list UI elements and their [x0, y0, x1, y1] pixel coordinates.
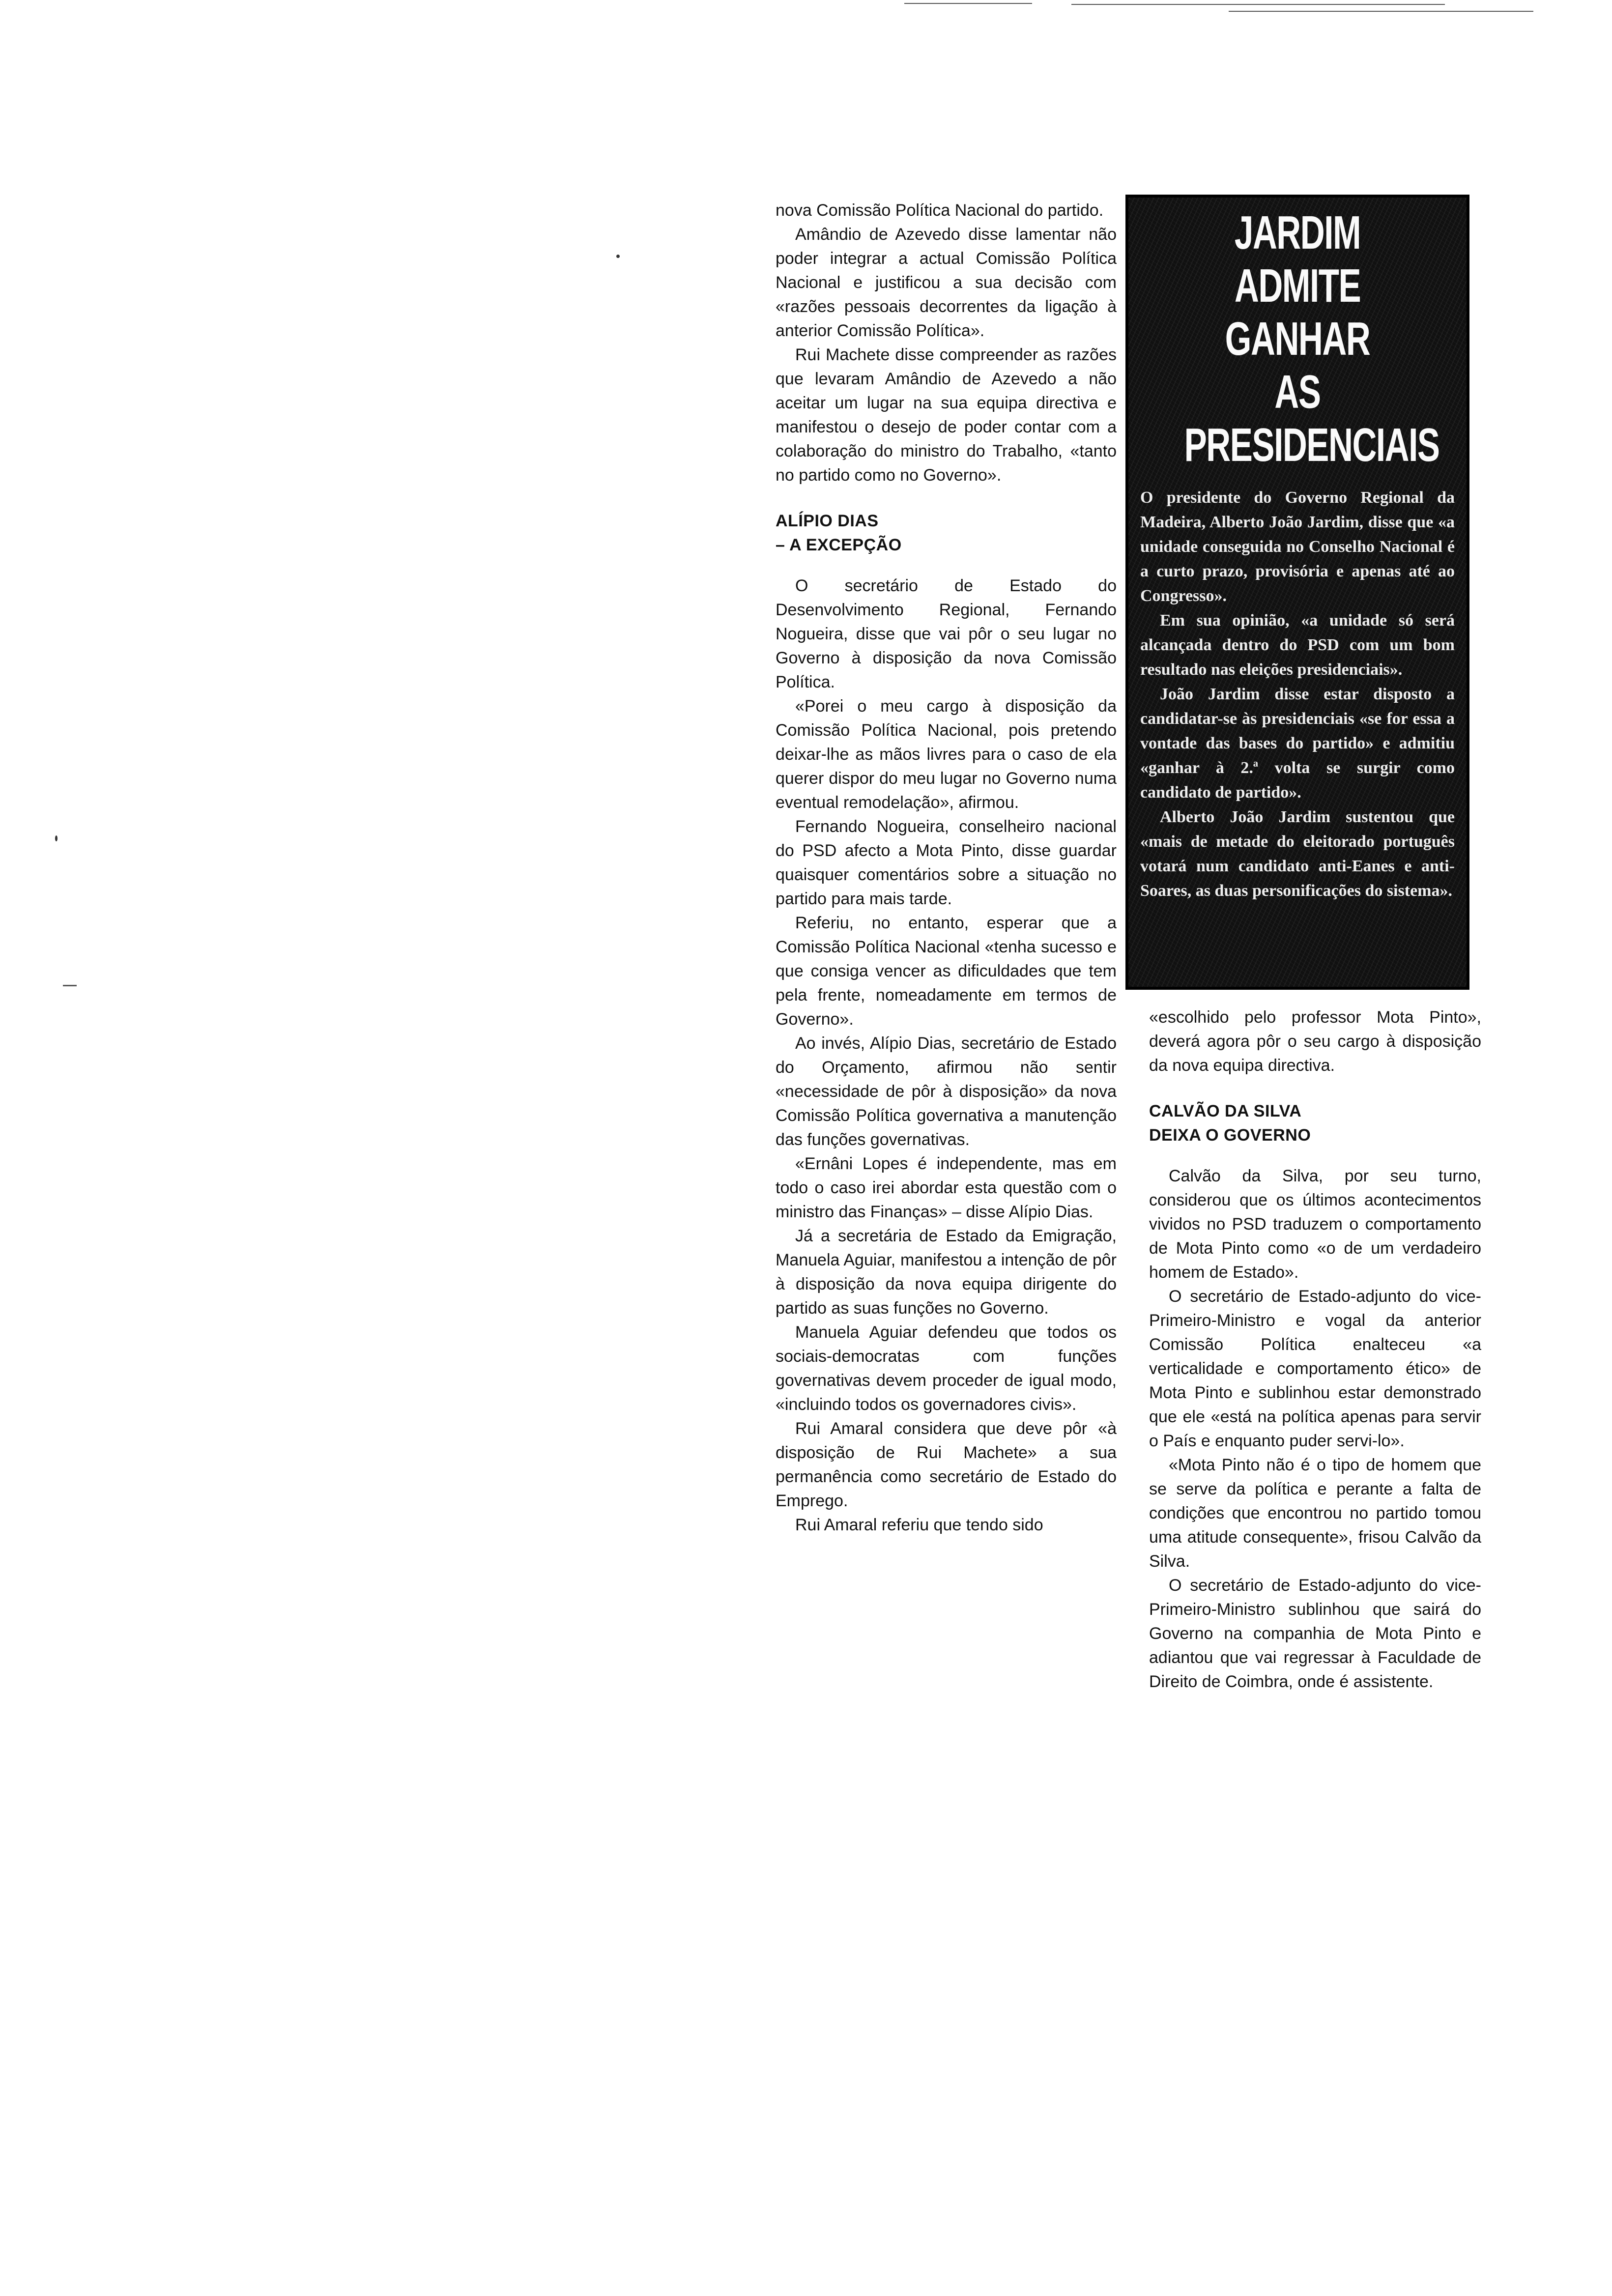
- paragraph: «Ernâni Lopes é independente, mas em todo o caso irei abordar esta questão com o ministro das Finanças» – disse Alípio Dias.: [776, 1154, 1117, 1221]
- scan-speck: [55, 835, 58, 841]
- paragraph: Já a secretária de Estado da Emigração, Manuela Aguiar, manifestou a intenção de pôr à disposição da nova equipa dirigente do partido as suas funções no Governo.: [776, 1227, 1117, 1318]
- headline-line: JARDIM: [1234, 206, 1361, 259]
- section-heading-line: CALVÃO DA SILVA: [1149, 1102, 1302, 1120]
- box-paragraph: João Jardim disse estar disposto a candidatar-se às presidenciais «se for essa a vontade das bases do partido» e admitiu «ganhar à 2.ª volta se surgir como candidato de partido».: [1140, 685, 1455, 802]
- paragraph: Fernando Nogueira, conselheiro nacional do PSD afecto a Mota Pinto, disse guardar quaisquer comentários sobre a situação no partido para mais tarde.: [776, 817, 1117, 908]
- paragraph: nova Comissão Política Nacional do partido.: [776, 201, 1104, 220]
- paragraph: Rui Machete disse compreender as razões que levaram Amândio de Azevedo a não aceitar um lugar na sua equipa directiva e manifestou o desejo de poder contar com a colaboração do ministro do Trabalho, «tanto no partido como no Governo».: [776, 345, 1117, 485]
- scan-line: [1071, 4, 1445, 5]
- paragraph: Referiu, no entanto, esperar que a Comissão Política Nacional «tenha sucesso e que consiga vencer as dificuldades que tem pela frente, nomeadamente em termos de Governo».: [776, 914, 1117, 1029]
- box-headline: [1184, 206, 1439, 472]
- paragraph: Calvão da Silva, por seu turno, considerou que os últimos acontecimentos vividos no PSD traduzem o comportamento de Mota Pinto como «o de um verdadeiro homem de Estado».: [1149, 1167, 1481, 1282]
- section-heading: [1149, 1099, 1481, 1148]
- headline-line: AS PRESIDENCIAIS: [1184, 366, 1439, 471]
- section-heading: [776, 509, 1117, 557]
- box-body: [1140, 486, 1455, 903]
- section-heading-line: DEIXA O GOVERNO: [1149, 1126, 1311, 1145]
- paragraph: «Porei o meu cargo à disposição da Comissão Política Nacional, pois pretendo deixar-lhe as mãos livres para o caso de ela querer dispor do meu lugar no Governo numa eventual remodelação», afirmou.: [776, 697, 1117, 812]
- paragraph: «escolhido pelo professor Mota Pinto», deverá agora pôr o seu cargo à disposição da nova equipa directiva.: [1149, 1008, 1481, 1075]
- scan-speck: [616, 255, 620, 258]
- paragraph: O secretário de Estado-adjunto do vice-Primeiro-Ministro sublinhou que sairá do Governo na companhia de Mota Pinto e adiantou que vai regressar à Faculdade de Direito de Coimbra, onde é assistente.: [1149, 1576, 1481, 1691]
- paragraph: O secretário de Estado do Desenvolvimento Regional, Fernando Nogueira, disse que vai pôr o seu lugar no Governo à disposição da nova Comissão Política.: [776, 576, 1117, 691]
- section-heading-line: – A EXCEPÇÃO: [776, 536, 902, 554]
- scan-line: [63, 985, 77, 986]
- paragraph: O secretário de Estado-adjunto do vice-Primeiro-Ministro e vogal da anterior Comissão Política enalteceu «a verticalidade e comportamento ético» de Mota Pinto e sublinhou estar demonstrado que ele «está na política apenas para servir o País e enquanto puder servi-lo».: [1149, 1287, 1481, 1450]
- paragraph: Rui Amaral considera que deve pôr «à disposição de Rui Machete» a sua permanência como secretário de Estado do Emprego.: [776, 1419, 1117, 1510]
- section-heading-line: ALÍPIO DIAS: [776, 512, 879, 530]
- headline-line: ADMITE: [1234, 259, 1361, 312]
- paragraph: Rui Amaral referiu que tendo sido: [795, 1516, 1043, 1534]
- box-paragraph: Alberto João Jardim sustentou que «mais de metade do eleitorado português votará num candidato anti-Eanes e anti-Soares, as duas personificações do sistema».: [1140, 808, 1455, 900]
- scan-line: [1229, 11, 1533, 12]
- paragraph: Manuela Aguiar defendeu que todos os sociais-democratas com funções governativas devem proceder de igual modo, «incluindo todos os governadores civis».: [776, 1323, 1117, 1414]
- box-paragraph: O presidente do Governo Regional da Madeira, Alberto João Jardim, disse que «a unidade conseguida no Conselho Nacional é a curto prazo, provisória e apenas até ao Congresso».: [1140, 488, 1455, 605]
- left-article-column: [776, 199, 1117, 1537]
- box-paragraph: Em sua opinião, «a unidade só será alcançada dentro do PSD com um bom resultado nas eleições presidenciais».: [1140, 611, 1455, 679]
- paragraph: Ao invés, Alípio Dias, secretário de Estado do Orçamento, afirmou não sentir «necessidade de pôr à disposição» da nova Comissão Política governativa a manutenção das funções governativas.: [776, 1034, 1117, 1149]
- paragraph: Amândio de Azevedo disse lamentar não poder integrar a actual Comissão Política Nacional e justificou a sua decisão com «razões pessoais decorrentes da ligação à anterior Comissão Política».: [776, 225, 1117, 340]
- headline-line: GANHAR: [1225, 313, 1370, 365]
- scan-line: [904, 3, 1032, 4]
- jardim-sidebar-box: [1125, 195, 1469, 990]
- right-article-column: [1149, 1005, 1481, 1694]
- paragraph: «Mota Pinto não é o tipo de homem que se serve da política e perante a falta de condições que encontrou no partido tomou uma atitude consequente», frisou Calvão da Silva.: [1149, 1456, 1481, 1571]
